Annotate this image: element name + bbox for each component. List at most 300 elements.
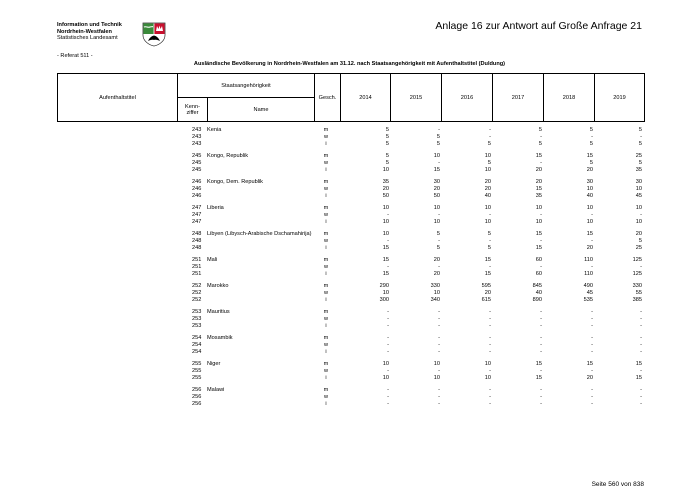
kennziffer-cell: 252 <box>192 289 202 296</box>
geschlecht-cell: i <box>325 141 327 148</box>
geschlecht-cell: w <box>323 160 329 167</box>
kennziffer-cell: 245 <box>192 160 202 167</box>
value-cell: - <box>387 308 389 315</box>
kennziffer-cell: 256 <box>192 386 202 393</box>
value-cell: 10 <box>586 186 593 193</box>
kennziffer-cell: 251 <box>192 263 202 270</box>
value-cell: - <box>489 134 491 141</box>
value-cell: 5 <box>436 230 440 237</box>
kennziffer-cell: 256 <box>192 393 202 400</box>
country-name-cell: Malawi <box>207 386 225 393</box>
value-cell: 5 <box>538 141 542 148</box>
kennziffer-cell: 254 <box>192 334 202 341</box>
value-cell: - <box>489 348 491 355</box>
value-cell: - <box>489 212 491 218</box>
value-cell: 10 <box>484 360 491 367</box>
geschlecht-cell: m <box>323 282 329 289</box>
value-cell: 15 <box>586 360 593 367</box>
value-cell: 20 <box>586 167 593 174</box>
table-row <box>57 297 647 304</box>
header-kennziffer-line-2: ziffer <box>186 109 199 116</box>
value-cell: 5 <box>638 127 642 133</box>
table-row <box>57 271 647 278</box>
value-cell: - <box>387 322 389 329</box>
value-cell: - <box>489 308 491 315</box>
value-cell: - <box>540 386 542 393</box>
geschlecht-cell: w <box>323 341 329 348</box>
value-cell: - <box>640 315 642 322</box>
table-row <box>57 342 647 349</box>
geschlecht-cell: m <box>323 230 329 237</box>
value-cell: 300 <box>379 297 389 303</box>
geschlecht-cell: m <box>323 334 329 341</box>
value-cell: - <box>591 308 593 315</box>
nrw-crest-icon <box>141 21 167 47</box>
header-year: 2018 <box>544 74 595 122</box>
value-cell: - <box>591 237 593 244</box>
value-cell: 125 <box>632 271 642 278</box>
value-cell: - <box>640 334 642 341</box>
value-cell: 10 <box>382 374 389 381</box>
value-cell: 10 <box>433 219 440 226</box>
header-year: 2017 <box>493 74 544 122</box>
value-cell: - <box>540 237 542 244</box>
value-cell: - <box>438 393 440 400</box>
value-cell: 5 <box>487 230 491 237</box>
value-cell: 10 <box>382 204 389 211</box>
geschlecht-cell: i <box>325 348 327 355</box>
table-row <box>57 245 647 252</box>
value-cell: - <box>540 160 542 167</box>
value-cell: 30 <box>586 178 593 185</box>
table-row <box>57 375 647 382</box>
value-cell: 5 <box>436 245 440 252</box>
value-cell: 290 <box>379 282 389 289</box>
value-cell: 10 <box>433 360 440 367</box>
country-group <box>57 231 647 252</box>
country-group <box>57 361 647 382</box>
value-cell: 15 <box>535 230 542 237</box>
value-cell: - <box>640 322 642 329</box>
value-cell: - <box>489 334 491 341</box>
value-cell: - <box>489 341 491 348</box>
value-cell: - <box>591 315 593 322</box>
value-cell: 45 <box>586 289 593 296</box>
value-cell: 10 <box>484 167 491 174</box>
kennziffer-cell: 245 <box>192 152 202 159</box>
organisation-name <box>57 22 122 42</box>
document-heading: Anlage 16 zur Antwort auf Große Anfrage 21 <box>435 20 642 32</box>
country-name-cell: Kongo, Dem. Republik <box>207 178 263 185</box>
country-name-cell: Mosambik <box>207 334 233 341</box>
value-cell: 40 <box>586 193 593 200</box>
geschlecht-cell: w <box>323 134 329 141</box>
geschlecht-cell: i <box>325 374 327 381</box>
country-group <box>57 205 647 226</box>
kennziffer-cell: 254 <box>192 341 202 348</box>
value-cell: 385 <box>632 297 642 303</box>
country-group <box>57 127 647 148</box>
value-cell: 15 <box>382 256 389 263</box>
value-cell: - <box>438 386 440 393</box>
geschlecht-cell: m <box>323 178 329 185</box>
value-cell: - <box>591 341 593 348</box>
country-group <box>57 283 647 304</box>
kennziffer-cell: 243 <box>192 141 202 148</box>
table-row <box>57 309 647 316</box>
table-row <box>57 212 647 219</box>
geschlecht-cell: w <box>323 393 329 400</box>
table-row <box>57 205 647 212</box>
value-cell: 25 <box>635 152 642 159</box>
geschlecht-cell: i <box>325 245 327 252</box>
value-cell: 40 <box>535 289 542 296</box>
header-aufenthaltstitel: Aufenthaltstitel <box>58 74 178 122</box>
country-name-cell: Libyen (Libysch-Arabische Dschamahirija) <box>207 230 312 237</box>
value-cell: - <box>387 334 389 341</box>
kennziffer-cell: 247 <box>192 204 202 211</box>
value-cell: 20 <box>382 186 389 193</box>
value-cell: - <box>640 367 642 374</box>
value-cell: 60 <box>535 256 542 263</box>
value-cell: - <box>438 400 440 407</box>
kennziffer-cell: 248 <box>192 237 202 244</box>
value-cell: - <box>591 322 593 329</box>
value-cell: 10 <box>433 289 440 296</box>
value-cell: - <box>438 315 440 322</box>
value-cell: 30 <box>635 178 642 185</box>
value-cell: - <box>489 393 491 400</box>
value-cell: 40 <box>484 193 491 200</box>
value-cell: 20 <box>433 271 440 278</box>
value-cell: - <box>540 367 542 374</box>
country-name-cell: Kenia <box>207 127 222 133</box>
value-cell: 5 <box>487 141 491 148</box>
table-row <box>57 179 647 186</box>
kennziffer-cell: 254 <box>192 348 202 355</box>
value-cell: 490 <box>583 282 593 289</box>
value-cell: 35 <box>635 167 642 174</box>
value-cell: - <box>591 134 593 141</box>
value-cell: 10 <box>433 204 440 211</box>
geschlecht-cell: m <box>323 204 329 211</box>
country-group <box>57 257 647 278</box>
value-cell: - <box>540 322 542 329</box>
value-cell: - <box>438 348 440 355</box>
value-cell: - <box>640 400 642 407</box>
value-cell: - <box>489 367 491 374</box>
value-cell: 10 <box>635 219 642 226</box>
header-kennziffer-line-1: Kenn- <box>185 103 200 110</box>
table-row <box>57 401 647 408</box>
table-row <box>57 323 647 330</box>
kennziffer-cell: 247 <box>192 219 202 226</box>
value-cell: 15 <box>484 256 491 263</box>
value-cell: 10 <box>535 219 542 226</box>
table-row <box>57 368 647 375</box>
value-cell: 10 <box>586 204 593 211</box>
table-row <box>57 141 647 148</box>
value-cell: 10 <box>382 230 389 237</box>
value-cell: - <box>387 237 389 244</box>
table-row <box>57 290 647 297</box>
value-cell: - <box>387 386 389 393</box>
value-cell: - <box>540 212 542 218</box>
header-geschlecht: Gesch. <box>315 74 341 122</box>
geschlecht-cell: i <box>325 219 327 226</box>
header-year: 2019 <box>595 74 645 122</box>
value-cell: 5 <box>589 141 593 148</box>
header-year: 2016 <box>442 74 493 122</box>
page-number: Seite 560 von 838 <box>591 481 644 488</box>
value-cell: 15 <box>382 271 389 278</box>
value-cell: 10 <box>535 204 542 211</box>
kennziffer-cell: 243 <box>192 127 202 133</box>
country-name-cell: Mali <box>207 256 218 263</box>
value-cell: 10 <box>382 289 389 296</box>
table-header <box>57 73 645 122</box>
geschlecht-cell: w <box>323 237 329 244</box>
table-row <box>57 394 647 401</box>
value-cell: 15 <box>535 360 542 367</box>
value-cell: - <box>640 263 642 270</box>
value-cell: 30 <box>433 178 440 185</box>
value-cell: 15 <box>433 167 440 174</box>
kennziffer-cell: 246 <box>192 186 202 193</box>
value-cell: 5 <box>589 160 593 167</box>
kennziffer-cell: 252 <box>192 282 202 289</box>
value-cell: 10 <box>635 186 642 193</box>
value-cell: - <box>540 315 542 322</box>
value-cell: 20 <box>535 167 542 174</box>
value-cell: - <box>640 212 642 218</box>
value-cell: - <box>387 212 389 218</box>
kennziffer-cell: 253 <box>192 322 202 329</box>
kennziffer-cell: 255 <box>192 360 202 367</box>
value-cell: 20 <box>635 230 642 237</box>
value-cell: 5 <box>589 127 593 133</box>
value-cell: - <box>591 263 593 270</box>
value-cell: - <box>387 341 389 348</box>
table-row <box>57 349 647 356</box>
value-cell: - <box>438 237 440 244</box>
table-row <box>57 361 647 368</box>
value-cell: 845 <box>532 282 542 289</box>
value-cell: 5 <box>538 127 542 133</box>
country-name-cell: Mauritius <box>207 308 230 315</box>
value-cell: - <box>540 393 542 400</box>
value-cell: 10 <box>433 152 440 159</box>
kennziffer-cell: 247 <box>192 212 202 218</box>
value-cell: 50 <box>382 193 389 200</box>
table-row <box>57 231 647 238</box>
value-cell: - <box>438 263 440 270</box>
value-cell: - <box>387 367 389 374</box>
value-cell: 10 <box>635 204 642 211</box>
value-cell: - <box>540 341 542 348</box>
value-cell: 25 <box>635 245 642 252</box>
table-row <box>57 186 647 193</box>
value-cell: - <box>438 367 440 374</box>
value-cell: 45 <box>635 193 642 200</box>
country-group <box>57 387 647 408</box>
value-cell: - <box>387 400 389 407</box>
value-cell: - <box>438 308 440 315</box>
value-cell: - <box>591 367 593 374</box>
value-cell: 110 <box>584 271 593 278</box>
value-cell: 15 <box>586 230 593 237</box>
referat-label: - Referat 511 - <box>57 53 93 59</box>
kennziffer-cell: 253 <box>192 308 202 315</box>
value-cell: 35 <box>382 178 389 185</box>
value-cell: 20 <box>433 186 440 193</box>
value-cell: - <box>387 315 389 322</box>
value-cell: 125 <box>632 256 642 263</box>
org-line-2: Nordrhein-Westfalen <box>57 28 112 35</box>
org-line-3: Statistisches Landesamt <box>57 35 118 42</box>
value-cell: - <box>640 341 642 348</box>
geschlecht-cell: m <box>323 152 329 159</box>
header-year: 2015 <box>391 74 442 122</box>
header-kennziffer <box>178 98 208 122</box>
value-cell: 10 <box>484 152 491 159</box>
value-cell: - <box>540 308 542 315</box>
value-cell: - <box>489 315 491 322</box>
value-cell: 5 <box>385 141 389 148</box>
country-name-cell: Marokko <box>207 282 229 289</box>
geschlecht-cell: m <box>323 360 329 367</box>
table-row <box>57 193 647 200</box>
value-cell: - <box>591 212 593 218</box>
kennziffer-cell: 251 <box>192 256 202 263</box>
value-cell: 10 <box>433 374 440 381</box>
value-cell: 330 <box>430 282 440 289</box>
geschlecht-cell: w <box>323 315 329 322</box>
value-cell: - <box>438 212 440 218</box>
country-group <box>57 309 647 330</box>
value-cell: - <box>591 400 593 407</box>
value-cell: 20 <box>535 178 542 185</box>
value-cell: - <box>540 334 542 341</box>
value-cell: 10 <box>382 167 389 174</box>
value-cell: 15 <box>535 186 542 193</box>
value-cell: - <box>540 400 542 407</box>
value-cell: 10 <box>382 219 389 226</box>
value-cell: 20 <box>433 256 440 263</box>
geschlecht-cell: i <box>325 400 327 407</box>
kennziffer-cell: 253 <box>192 315 202 322</box>
value-cell: 15 <box>635 374 642 381</box>
value-cell: - <box>591 393 593 400</box>
geschlecht-cell: i <box>325 193 327 200</box>
value-cell: - <box>489 400 491 407</box>
table-row <box>57 153 647 160</box>
kennziffer-cell: 255 <box>192 367 202 374</box>
geschlecht-cell: w <box>323 367 329 374</box>
geschlecht-cell: m <box>323 308 329 315</box>
value-cell: - <box>540 348 542 355</box>
geschlecht-cell: i <box>325 322 327 329</box>
header-staatsangehoerigkeit: Staatsangehörigkeit <box>178 74 315 98</box>
country-name-cell: Liberia <box>207 204 224 211</box>
geschlecht-cell: i <box>325 167 327 174</box>
value-cell: - <box>640 386 642 393</box>
value-cell: - <box>591 348 593 355</box>
value-cell: - <box>640 134 642 141</box>
kennziffer-cell: 248 <box>192 245 202 252</box>
geschlecht-cell: m <box>323 256 329 263</box>
table-row <box>57 127 647 134</box>
value-cell: 5 <box>487 245 491 252</box>
table-row <box>57 264 647 271</box>
kennziffer-cell: 252 <box>192 297 202 303</box>
org-line-1: Information und Technik <box>57 22 122 28</box>
header-name: Name <box>208 98 315 122</box>
table-row <box>57 316 647 323</box>
table-row <box>57 387 647 394</box>
geschlecht-cell: m <box>323 386 329 393</box>
value-cell: - <box>489 322 491 329</box>
value-cell: - <box>640 348 642 355</box>
value-cell: 15 <box>535 245 542 252</box>
country-name-cell: Niger <box>207 360 221 367</box>
geschlecht-cell: i <box>325 271 327 278</box>
value-cell: 5 <box>385 160 389 167</box>
country-group <box>57 179 647 200</box>
table-row <box>57 167 647 174</box>
table-body <box>57 127 647 413</box>
value-cell: 10 <box>484 374 491 381</box>
value-cell: 15 <box>382 245 389 252</box>
value-cell: 20 <box>484 186 491 193</box>
value-cell: - <box>591 334 593 341</box>
value-cell: 20 <box>586 245 593 252</box>
kennziffer-cell: 251 <box>192 271 202 278</box>
country-group <box>57 153 647 174</box>
value-cell: 615 <box>481 297 491 303</box>
kennziffer-cell: 256 <box>192 400 202 407</box>
value-cell: 5 <box>487 160 491 167</box>
value-cell: - <box>387 263 389 270</box>
value-cell: - <box>438 334 440 341</box>
geschlecht-cell: m <box>323 127 329 133</box>
value-cell: 340 <box>430 297 440 303</box>
value-cell: 5 <box>436 134 440 141</box>
geschlecht-cell: w <box>323 186 329 193</box>
value-cell: 15 <box>535 374 542 381</box>
value-cell: - <box>438 341 440 348</box>
value-cell: - <box>387 393 389 400</box>
table-row <box>57 283 647 290</box>
kennziffer-cell: 246 <box>192 178 202 185</box>
kennziffer-cell: 255 <box>192 374 202 381</box>
geschlecht-cell: i <box>325 297 327 303</box>
country-name-cell: Kongo, Republik <box>207 152 249 159</box>
value-cell: - <box>640 393 642 400</box>
value-cell: 55 <box>635 289 642 296</box>
value-cell: - <box>540 134 542 141</box>
value-cell: - <box>640 308 642 315</box>
value-cell: - <box>591 386 593 393</box>
table-row <box>57 160 647 167</box>
value-cell: 5 <box>638 160 642 167</box>
value-cell: - <box>489 127 491 133</box>
value-cell: - <box>438 127 440 133</box>
value-cell: - <box>540 263 542 270</box>
value-cell: 5 <box>385 134 389 141</box>
value-cell: 330 <box>632 282 642 289</box>
table-caption: Ausländische Bevölkerung in Nordrhein-Westfalen am 31.12. nach Staatsangehörigkeit mit Aufenthaltstitel (Duldung) <box>193 61 506 67</box>
